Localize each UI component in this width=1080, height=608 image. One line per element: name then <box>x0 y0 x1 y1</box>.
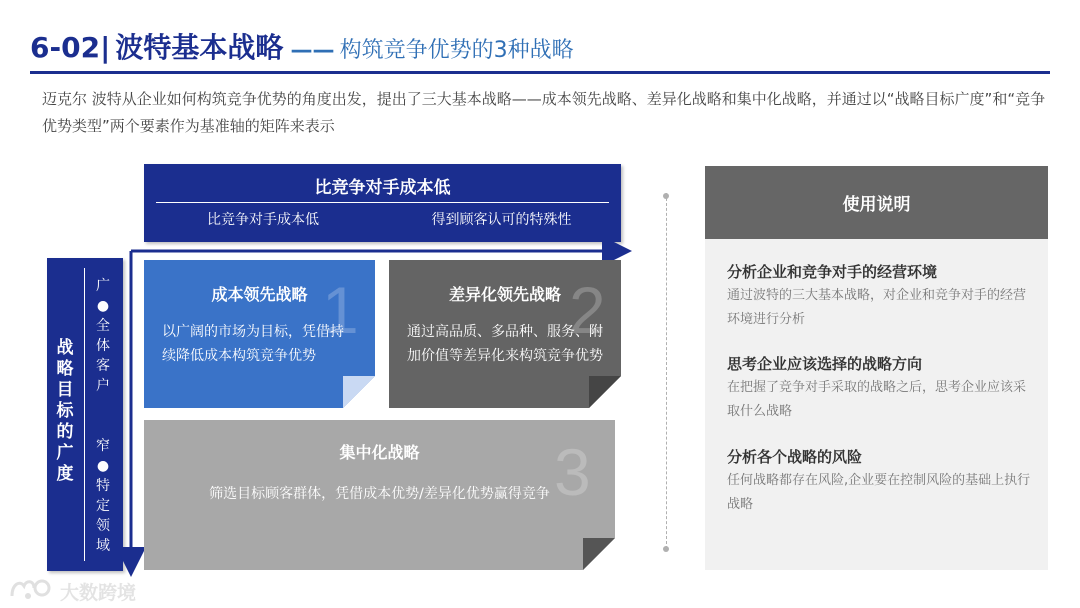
divider-dot-top <box>663 193 669 199</box>
usage-panel-header <box>705 166 1048 239</box>
watermark <box>8 574 158 604</box>
quadrant-title: 成本领先战略 <box>211 285 308 304</box>
watermark-text: 大数跨境 <box>60 582 137 604</box>
cost-leadership-quadrant <box>144 260 375 408</box>
quadrant-text: 通过高品质、多品种、服务、附加价值等差异化来构筑竞争优势 <box>407 324 603 364</box>
usage-item-text: 任何战略都存在风险,企业要在控制风险的基础上执行战略 <box>727 473 1031 512</box>
page-curl-icon <box>589 376 621 408</box>
usage-panel-body <box>705 239 1048 570</box>
header-title: 比竞争对手成本低 <box>314 178 451 198</box>
divider-dot-bottom <box>663 546 669 552</box>
quadrant-text: 以广阔的市场为目标，凭借持续降低成本构筑竞争优势 <box>162 324 344 364</box>
section-number: 6-02| <box>30 31 111 64</box>
axis-divider <box>84 268 85 561</box>
axis-title: 战 略 目 标 的 广 度 <box>56 338 74 484</box>
usage-item-title: 分析企业和竞争对手的经营环境 <box>727 263 938 281</box>
watermark-logo-icon <box>8 576 56 602</box>
usage-item-text: 通过波特的三大基本战略，对企业和竞争对手的经营环境进行分析 <box>727 288 1027 327</box>
quadrant-title: 集中化战略 <box>339 443 420 462</box>
header-left-label: 比竞争对手成本低 <box>207 212 319 228</box>
quadrant-number: 2 <box>569 273 606 347</box>
usage-item-title: 分析各个战略的风险 <box>727 448 863 466</box>
header-right-label: 得到顾客认可的特殊性 <box>431 212 572 228</box>
dashed-divider <box>666 193 668 549</box>
title-main: 波特基本战略 <box>115 31 284 64</box>
intro-paragraph: 迈克尔 波特从企业如何构筑竞争优势的角度出发，提出了三大基本战略——成本领先战略、差异化战略和集中化战略，并通过以“战略目标广度”和“竞争优势类型”两个要素作为基准轴的矩阵来表示 <box>42 90 1046 135</box>
strategy-scope-axis <box>47 258 123 571</box>
quadrant-number: 1 <box>322 273 359 347</box>
page-curl-icon <box>343 376 375 408</box>
usage-item-text: 在把握了竞争对手采取的战略之后，思考企业应该采取什么战略 <box>727 380 1027 419</box>
differentiation-quadrant <box>389 260 621 408</box>
usage-panel-title: 使用说明 <box>842 195 911 215</box>
axis-narrow-label: 窄 ● 特 定 领 域 <box>96 438 110 554</box>
quadrant-title: 差异化领先战略 <box>448 285 561 304</box>
page-curl-icon <box>583 538 615 570</box>
title-separator: —— <box>290 38 335 63</box>
page-title <box>30 26 574 70</box>
title-subtitle: 构筑竞争优势的3种战略 <box>339 38 574 63</box>
focus-quadrant <box>144 420 615 570</box>
axis-wide-label: 广 ● 全 体 客 户 <box>96 278 110 394</box>
quadrant-text: 筛选目标顾客群体，凭借成本优势/差异化优势赢得竞争 <box>209 486 550 502</box>
title-underline <box>30 71 1050 74</box>
header-divider <box>156 202 609 203</box>
quadrant-number: 3 <box>554 435 591 509</box>
competitive-advantage-header <box>144 164 621 242</box>
usage-item-title: 思考企业应该选择的战略方向 <box>727 355 923 373</box>
